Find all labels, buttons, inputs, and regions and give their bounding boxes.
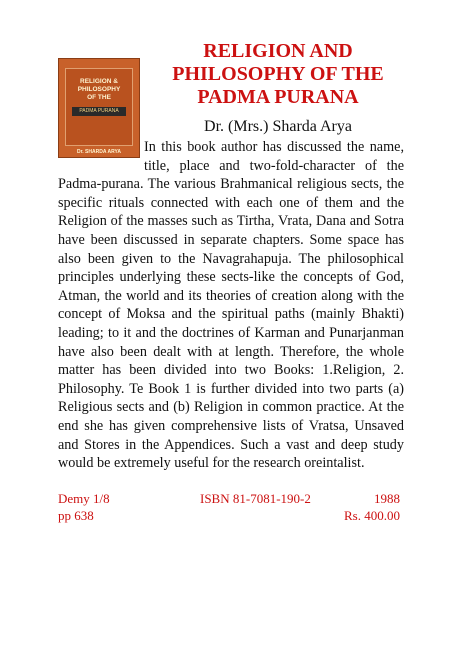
cover-title-line: RELIGION & [80,78,118,85]
cover-panel [65,68,133,146]
cover-title-line: PHILOSOPHY [77,86,121,93]
pages-label: pp 638 [58,508,94,523]
format-label: Demy 1/8 [58,491,110,506]
book-title-line: RELIGION AND [203,40,353,62]
book-title [150,40,406,109]
description-text: In this book author has discussed the name, title, place and two-fold-character of the Padma-purana. The various Brahmanical religious sects, the specific rituals connected with each one of them and the Religion of the masses such as Tirtha, Vrata, Dana and Sotra have been discussed in separate chapters. Some space has also been given to the Navagrahapuja. The philosophical principles underlying these sects-like the concepts of God, Atman, the world and its theories of creation along with the concept of Moksa and the spiritual paths (mainly Bhakti) leading; to it and the doctrines of Karman and Punarjanman have also been dealt with at length. Therefore, the whole matter has been divided into two Books: 1.Religion, 2. Philosophy. Te Book 1 is further divided into two parts (a) Religious sects and (b) Religion in common practice. At the end she has given comprehensive lists of Vratsa, Unsaved and Stores in the Appendices. Such a vast and deep study would be extremely useful for the research oreintalist. [58,139,404,472]
price-label: Rs. 400.00 [344,508,400,523]
year-label: 1988 [374,491,400,506]
cover-subtitle-band: PADMA PURANA [72,107,126,116]
isbn-label: ISBN 81-7081-190-2 [200,491,311,506]
cover-author: Dr. SHARDA ARYA [77,149,121,155]
cover-title-line: OF THE [87,94,111,101]
book-author: Dr. (Mrs.) Sharda Arya [204,118,352,135]
cover-title [66,78,132,102]
book-title-line: PHILOSOPHY OF THE [172,63,384,85]
cover-wrap-spacer [58,138,144,157]
book-title-line: PADMA PURANA [197,86,359,108]
book-description [58,138,404,473]
